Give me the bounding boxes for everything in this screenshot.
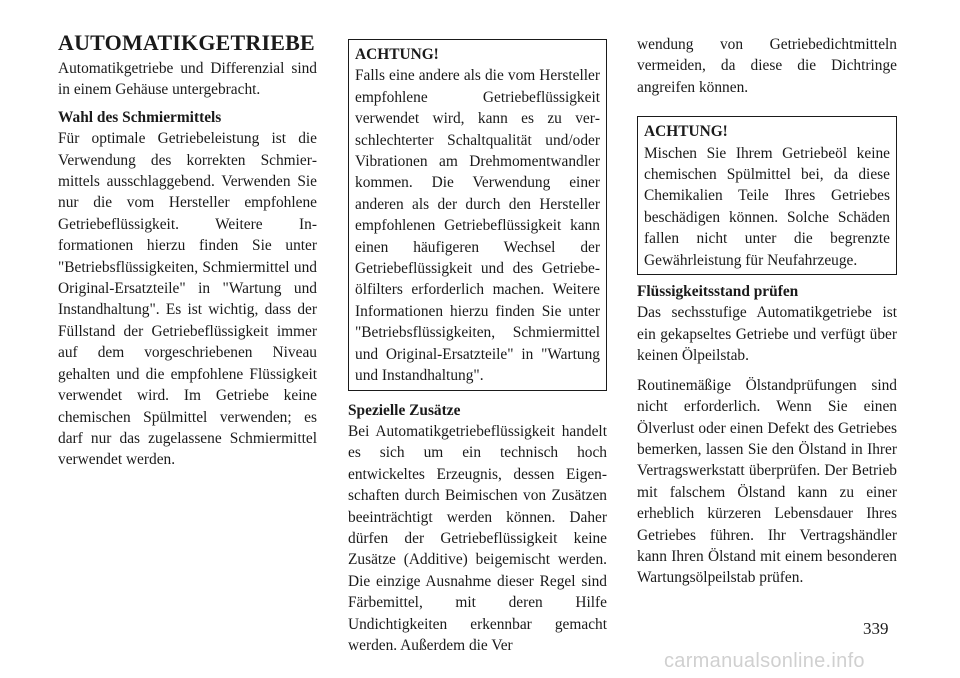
- warning-title: ACHTUNG!: [355, 46, 439, 63]
- fluid-level-subheading: Flüssigkeitsstand prüfen: [637, 283, 799, 301]
- fluid-level-paragraph-1: Das sechsstufige Automatikgetriebe ist ein gekapseltes Getriebe und verfügt über keinen Ölpeilstab.: [637, 304, 897, 365]
- additives-paragraph: Bei Automatikgetriebeflüssigkeit handelt es sich um ein technisch hoch entwickeltes Erzeugnis, dessen Eigenschaften durch Beimischen von Zusätzen beeinträchtigt werden können. Daher dürfen der Getriebeflüssigkeit keine Zusätze (Additive) beigemischt werden. Die einzige Ausnahme dieser Regel sind Färbemittel, mit deren Hilfe Undichtigkeiten erkennbar gemacht werden. Außerdem die Ver: [348, 422, 607, 654]
- lubricant-paragraph: Für optimale Getriebeleistung ist die Verwendung des korrekten Schmiermittels ausschlaggebend. Verwenden Sie nur die vom Hersteller empfohlene Getriebeflüssigkeit. Weitere Informationen hierzu finden Sie unter "Betriebsflüssigkeiten, Schmiermittel und Original-Ersatzteile" in "Wartung und Instandhaltung". Es ist wichtig, dass der Füllstand der Getriebeflüssigkeit immer auf dem vorgeschriebenen Niveau gehalten und die empfohlene Flüssigkeit verwendet wird. Im Getriebe keine chemischen Spülmittel verwenden; es darf nur das zugelassene Schmiermittel verwendet werden.: [58, 130, 317, 469]
- additives-subheading: Spezielle Zusätze: [348, 401, 461, 419]
- column-right: [637, 34, 897, 589]
- column-middle: [348, 39, 607, 656]
- warning-title: ACHTUNG!: [644, 123, 728, 141]
- warning-box-flush: [637, 116, 897, 275]
- intro-paragraph: Automatikgetriebe und Differenzial sind in einem Gehäuse untergebracht.: [58, 60, 317, 99]
- column-left: [58, 30, 317, 471]
- fluid-level-paragraph-2: Routinemäßige Ölstandprüfungen sind nicht erforderlich. Wenn Sie einen Ölverlust oder einen Defekt des Getriebes bemerken, lassen Sie den Ölstand in Ihrer Vertragswerkstatt überprüfen. Der Betrieb mit falschem Ölstand kann zu einer erheblich kürzeren Lebensdauer Ihres Getriebes führen. Ihr Vertragshändler kann Ihren Ölstand mit einem besonderen Wartungsölpeilstab prüfen.: [637, 376, 897, 587]
- section-heading: AUTOMATIKGETRIEBE: [58, 30, 315, 55]
- warning-text: Mischen Sie Ihrem Getriebeöl keine chemischen Spülmittel bei, da diese Chemikalien Teile Ihres Getriebes beschädigen können. Solche Schäden fallen nicht unter die begrenzte Gewährleistung für Neufahrzeuge.: [644, 144, 890, 269]
- warning-text: Falls eine andere als die vom Hersteller empfohlene Getriebeflüssigkeit verwendet wird, kann es zu verschlechterter Schaltqualität und/oder Vibrationen am Drehmomentwandler kommen. Die Verwendung einer anderen als der durch den Hersteller empfohlenen Getriebeflüssigkeit kann einen häufigeren Wechsel der Getriebeflüssigkeit und des Getriebeölfilters erforderlich machen. Weitere Informationen hierzu finden Sie unter "Betriebsflüssigkeiten, Schmiermittel und Original-Ersatzteile" in "Wartung und Instandhaltung".: [355, 67, 600, 385]
- page-number: 339: [863, 619, 889, 638]
- continuation-paragraph: wendung von Getriebedichtmitteln vermeiden, da diese die Dichtringe angreifen können.: [637, 36, 897, 96]
- warning-box-fluid: [348, 39, 607, 391]
- lubricant-subheading: Wahl des Schmiermittels: [58, 108, 222, 126]
- watermark-text: carmanualsonline.info: [664, 650, 865, 672]
